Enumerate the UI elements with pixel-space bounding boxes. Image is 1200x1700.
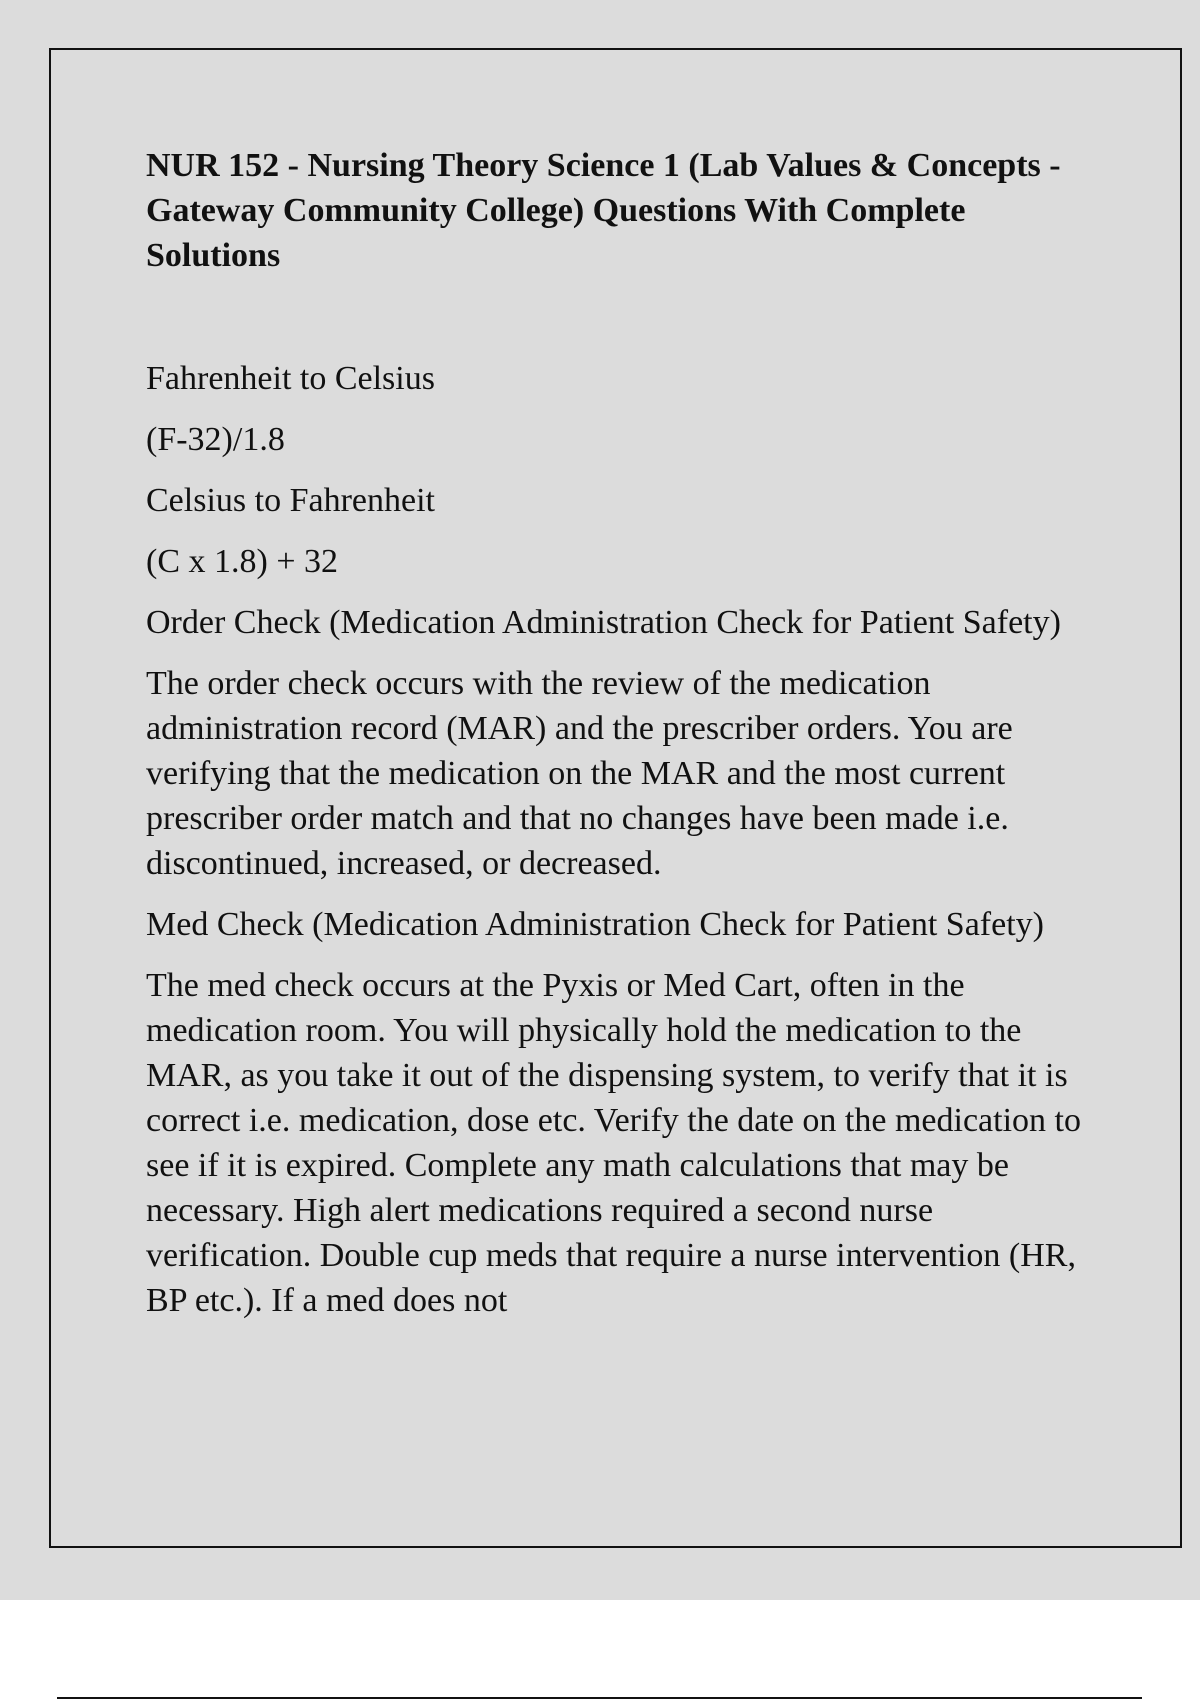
question-text: Order Check (Medication Administration Check for Patient Safety)	[146, 604, 1061, 641]
document-content	[146, 143, 1101, 1339]
answer-text: (C x 1.8) + 32	[146, 543, 338, 580]
answer-text: The med check occurs at the Pyxis or Med Cart, often in the medication room. You will physically hold the medication to the MAR, as you take it out of the dispensing system, to verify that it is correct i.e. medication, dose etc. Verify the date on the medication to see if it is expired. Complete any math calculations that may be necessary. High alert medications required a second nurse verification. Double cup meds that require a nurse intervention (HR, BP etc.). If a med does not	[146, 967, 1081, 1319]
question-text: Fahrenheit to Celsius	[146, 360, 435, 397]
question-text: Celsius to Fahrenheit	[146, 482, 435, 519]
footer-divider	[57, 1697, 1142, 1699]
question-text: Med Check (Medication Administration Check for Patient Safety)	[146, 906, 1044, 943]
answer-text: (F-32)/1.8	[146, 421, 285, 458]
document-title: NUR 152 - Nursing Theory Science 1 (Lab Values & Concepts - Gateway Community College) Questions With Complete Solutions	[146, 147, 1061, 274]
answer-text: The order check occurs with the review of the medication administration record (MAR) and the prescriber orders. You are verifying that the medication on the MAR and the most current prescriber order match and that no changes have been made i.e. discontinued, increased, or decreased.	[146, 665, 1013, 882]
